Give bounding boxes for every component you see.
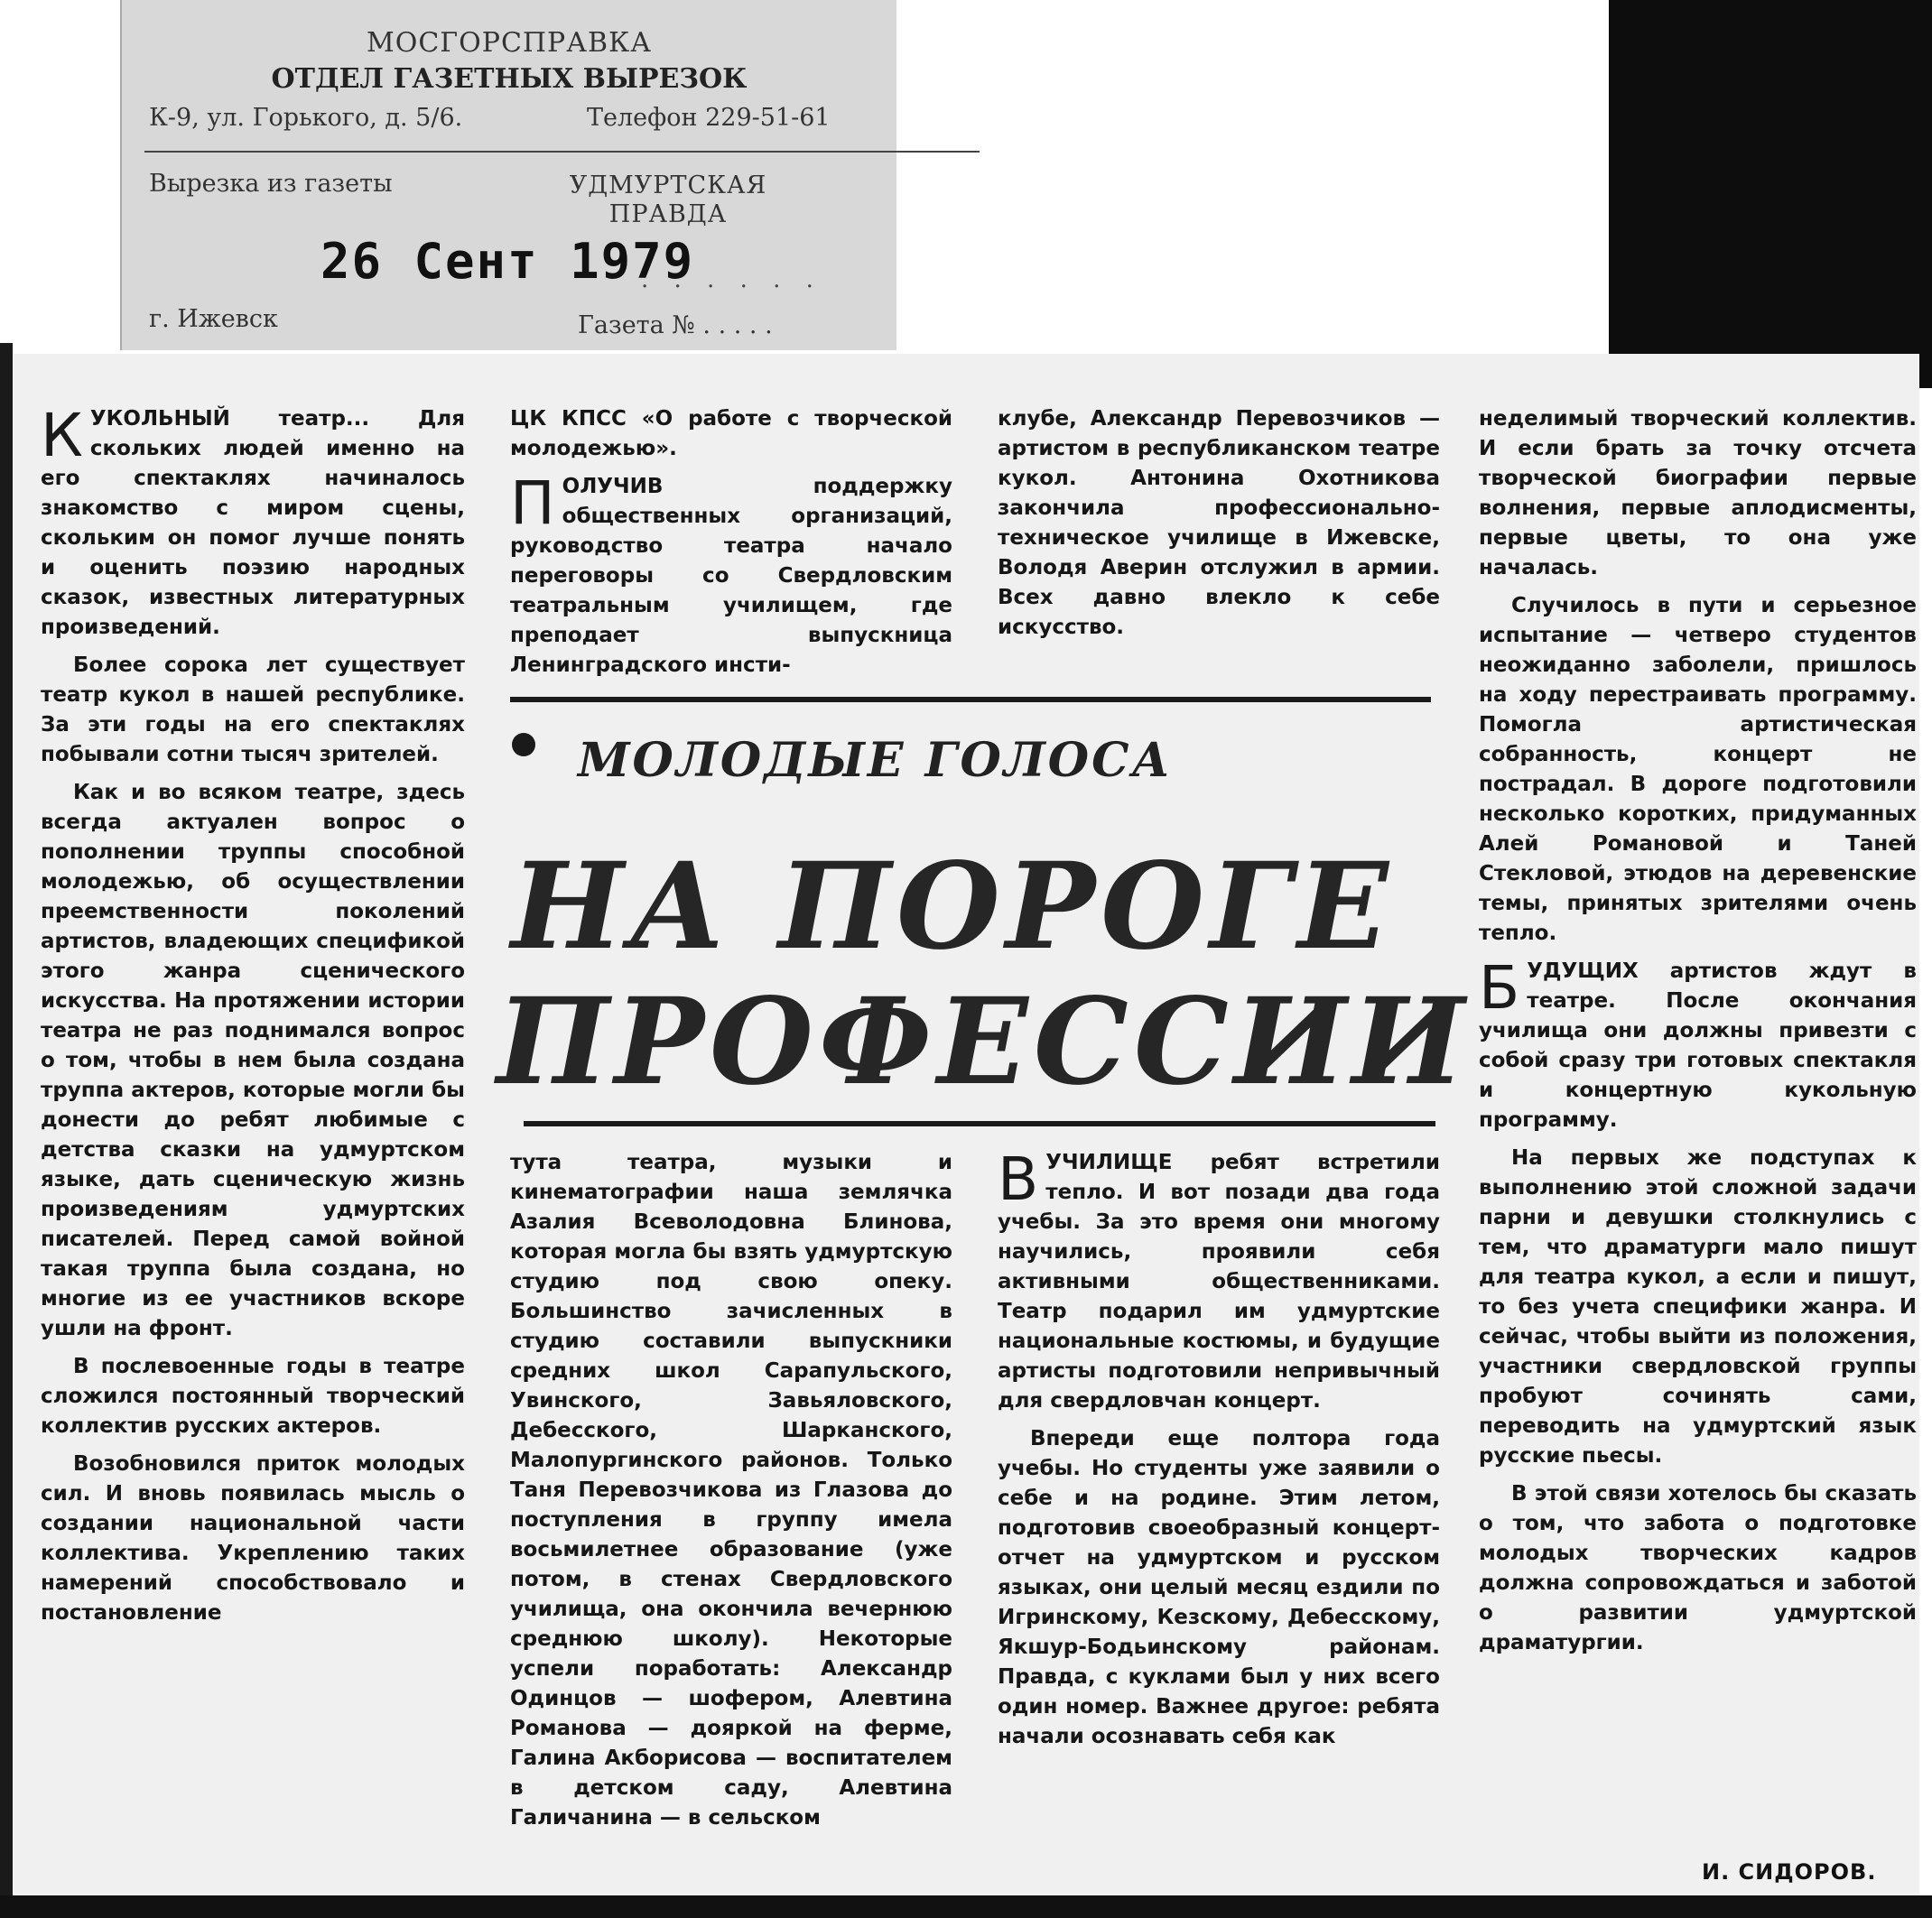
paragraph: Как и во всяком театре, здесь всегда актуален вопрос о пополнении труппы способной молодежью, об осуществлении преемственности поколений артистов, владеющих спецификой этого жанра сценического искусства. На протяжении истории театра не раз поднимался вопрос о том, чтобы в нем была создана труппа актеров, которые могли бы донести до ребят любимые с детства сказки на удмуртском языке, дать сценическую жизнь произведениям удмуртских писателей. Перед самой войной такая труппа была создана, но многие из ее участников вскоре ушли на фронт. — [41, 781, 465, 1340]
scan-background-dark — [1609, 0, 1932, 388]
drop-cap: П — [510, 468, 555, 538]
drop-cap: К — [41, 401, 83, 470]
headline-top-rule — [510, 697, 1431, 702]
slip-org-name: МОСГОРСПРАВКА — [367, 27, 652, 59]
slip-city: г. Ижевск — [149, 305, 278, 333]
headline-line-1: НА ПОРОГЕ — [511, 837, 1394, 977]
slip-newspaper-name: УДМУРТСКАЯ ПРАВДА — [569, 171, 767, 228]
drop-cap: Б — [1479, 953, 1520, 1023]
paragraph: В послевоенные годы в театре сложился постоянный творческий коллектив русских актеров. — [41, 1355, 465, 1438]
paragraph: ЦК КПСС «О работе с творческой молодежью». — [510, 407, 952, 460]
slip-department: ОТДЕЛ ГАЗЕТНЫХ ВЫРЕЗОК — [271, 63, 748, 95]
paragraph — [510, 468, 952, 681]
article-column-2-top — [510, 404, 952, 689]
slip-gazeta-number: Газета № . . . . . — [578, 311, 773, 339]
rubric-bullet — [512, 733, 535, 756]
paragraph: На первых же подступах к выполнению этой сложной задачи парни и девушки столкнулись с тем, что драматурги мало пишут для театра кукол, а если и пишут, то без учета специфики жанра. И сейчас, чтобы выйти из положения, участники свердловской группы пробуют сочинять сами, переводить на удмуртский язык русские пьесы. — [1479, 1146, 1917, 1468]
paragraph-text: УДУЩИХ артистов ждут в театре. После окончания училища они должны привезти с собой сразу три готовых спектакля и концертную кукольную программу. — [1479, 959, 1917, 1132]
paragraph-text: ОЛУЧИВ поддержку общественных организаций, руководство театра начало переговоры со Свердловским театральным училищем, где преподает выпускница Ленинградского инсти- — [510, 475, 952, 677]
paragraph: Случилось в пути и серьезное испытание — четверо студентов неожиданно заболели, пришлось на ходу перестраивать программу. Помогла артистическая собранность, концерт не пострадал. В дороге подготовили несколько коротких, придуманных Алей Романовой и Таней Стекловой, этюдов на деревенские темы, принятых зрителями очень тепло. — [1479, 594, 1917, 945]
article-column-3-top — [998, 404, 1440, 651]
paragraph: неделимый творческий коллектив. И если брать за точку отсчета творческой биографии первые волнения, первые аплодисменты, первые цветы, то она уже началась. — [1479, 407, 1917, 579]
drop-cap: В — [998, 1144, 1039, 1214]
paragraph — [41, 401, 465, 643]
scan-edge-left — [0, 343, 13, 1918]
date-stamp: 26 Сент 1979 — [320, 233, 695, 290]
clipping-service-slip — [120, 0, 896, 350]
slip-address: К-9, ул. Горького, д. 5/6. — [149, 104, 463, 132]
headline-line-2: ПРОФЕССИИ — [497, 972, 1471, 1112]
article-column-1 — [41, 401, 465, 1636]
slip-dots: . . . . . . — [641, 266, 822, 293]
paragraph — [1479, 953, 1917, 1135]
paragraph: В этой связи хотелось бы сказать о том, что забота о подготовке молодых творческих кадров должна сопровождаться и заботой о развитии удмуртской драматургии. — [1479, 1482, 1917, 1654]
paragraph: тута театра, музыки и кинематографии наша землячка Азалия Всеволодовна Блинова, которая могла бы взять удмуртскую студию под свою опеку. Большинство зачисленных в студию составили выпускники средних школ Сарапульского, Увинского, Завьяловского, Дебесского, Шарканского, Малопургинского районов. Только Таня Перевозчикова из Глазова до поступления в группу имела восьмилетнее образование (уже потом, в стенах Свердловского училища, она окончила вечернюю среднюю школу). Некоторые успели поработать: Александр Одинцов — шофером, Алевтина Романова — дояркой на ферме, Галина Акборисова — воспитателем в детском саду, Алевтина Галичанина — в сельском — [510, 1151, 952, 1830]
slip-phone: Телефон 229-51-61 — [587, 104, 831, 132]
paragraph: клубе, Александр Перевозчиков — артистом в республиканском театре кукол. Антонина Охотникова закончила профессионально-техническое училище в Ижевске, Володя Аверин отслужил в армии. Всех давно влекло к себе искусство. — [998, 407, 1440, 639]
slip-divider — [144, 151, 980, 153]
paragraph: Впереди еще полтора года учебы. Но студенты уже заявили о себе и на родине. Этим летом, подготовив своеобразный концерт-отчет на удмуртском и русском языках, они целый месяц ездили по Игринскому, Кезскому, Дебесскому, Якшур-Бодьинскому районам. Правда, с куклами был у них всего один номер. Важнее другое: ребята начали осознавать себя как — [998, 1427, 1440, 1748]
rubric: МОЛОДЫЕ ГОЛОСА — [578, 733, 1173, 788]
article-column-2-bottom — [510, 1148, 952, 1841]
paragraph: Возобновился приток молодых сил. И вновь появилась мысль о создании национальной части коллектива. Укреплению таких намерений способствовало и постановление — [41, 1452, 465, 1625]
article-column-3-bottom — [998, 1144, 1440, 1760]
paragraph — [998, 1144, 1440, 1416]
scan-edge-bottom — [0, 1895, 1932, 1918]
author-signature: И. СИДОРОВ. — [1702, 1859, 1877, 1885]
headline-bottom-rule — [524, 1121, 1435, 1126]
slip-cut-label: Вырезка из газеты — [149, 170, 393, 198]
paragraph: Более сорока лет существует театр кукол в нашей республике. За эти годы на его спектаклях побывали сотни тысяч зрителей. — [41, 653, 465, 766]
article-column-4 — [1479, 404, 1917, 1666]
paragraph-text: УЧИЛИЩЕ ребят встретили тепло. И вот позади два года учебы. За это время они многому научились, проявили себя активными общественниками. Театр подарил им удмуртские национальные костюмы, и будущие артисты подготовили непривычный для свердловчан концерт. — [998, 1151, 1440, 1413]
paragraph-text: УКОЛЬНЫЙ театр... Для скольких людей именно на его спектаклях начиналось знакомство с миром сцены, скольким он помог лучше понять и оценить поэзию народных сказок, известных литературных произведений. — [41, 407, 465, 639]
